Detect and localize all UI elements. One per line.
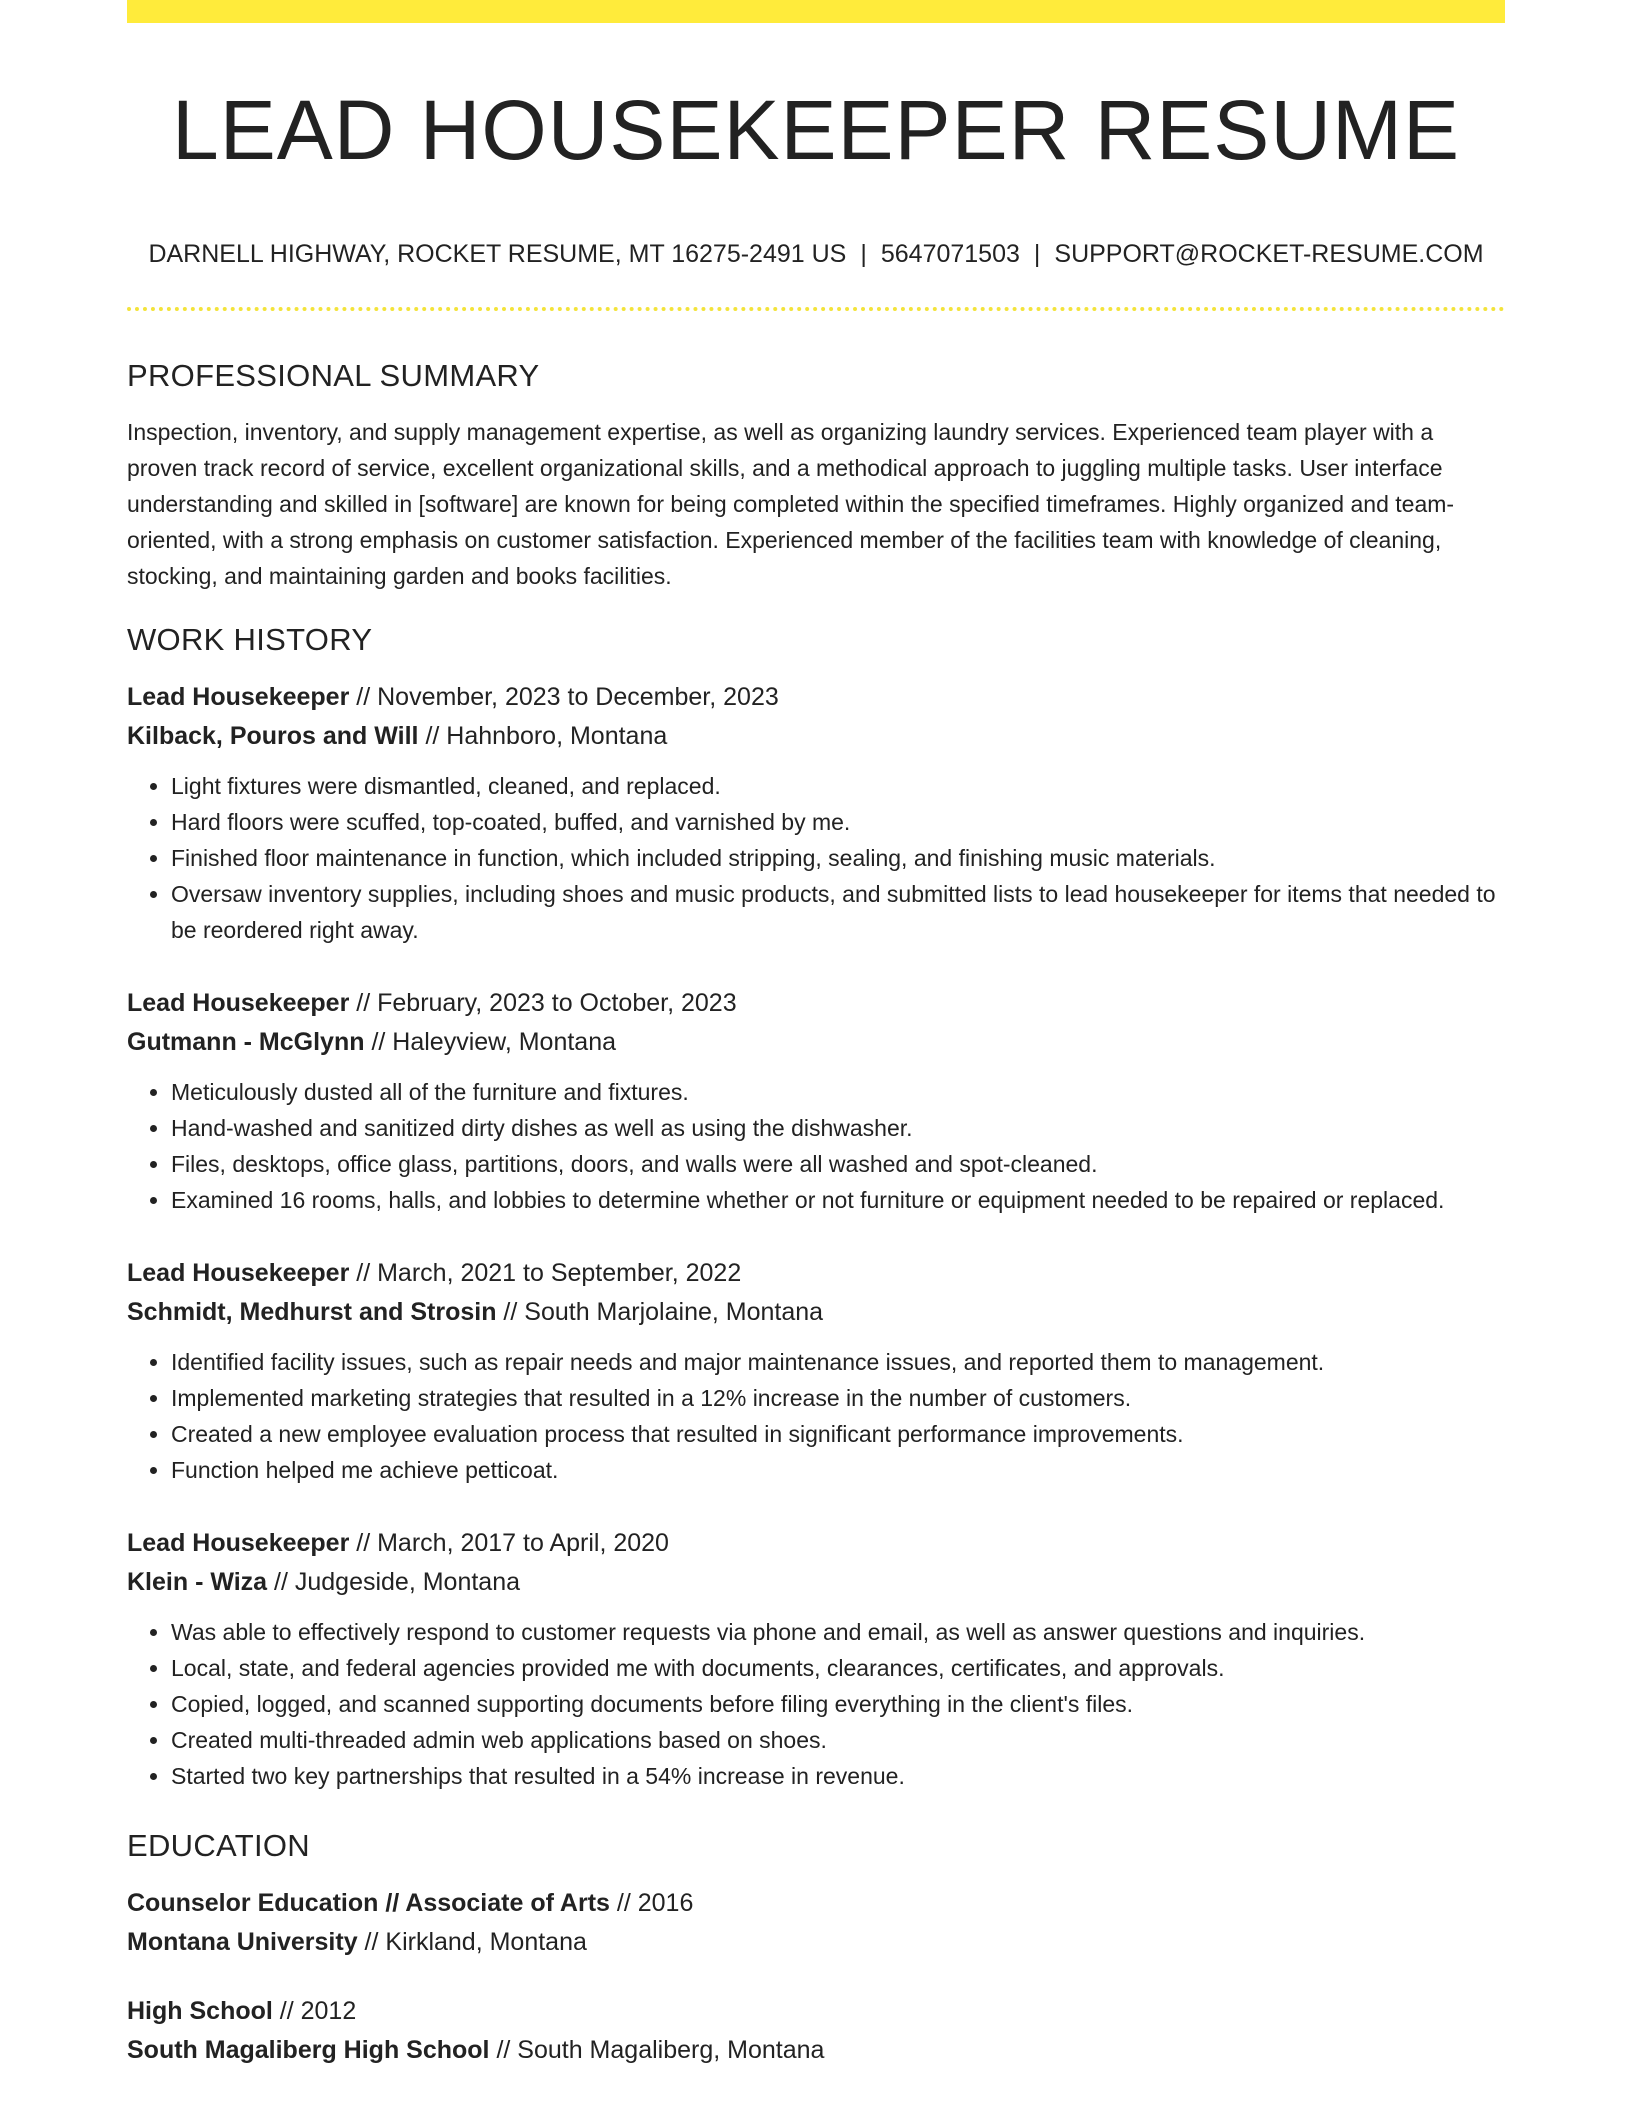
contact-separator: | (860, 240, 867, 268)
job-entry (127, 1254, 1505, 1488)
job-bullet: • Created a new employee evaluation process that resulted in significant performance improvements. (171, 1416, 1505, 1452)
job-list (127, 678, 1505, 1794)
job-location: // Hahnboro, Montana (418, 722, 668, 750)
education-section (127, 1822, 1505, 2070)
job-company-line (127, 1563, 1505, 1602)
job-location: // South Marjolaine, Montana (496, 1298, 824, 1326)
job-company: Gutmann - McGlynn (127, 1028, 365, 1056)
job-title-line (127, 1524, 1505, 1563)
job-bullet-list (127, 1344, 1505, 1488)
job-bullet: • Created multi-threaded admin web applications based on shoes. (171, 1722, 1505, 1758)
job-title-line (127, 678, 1505, 717)
contact-phone: 5647071503 (880, 240, 1020, 268)
education-year: // 2012 (272, 1997, 357, 2025)
work-history-section (127, 616, 1505, 1794)
education-list (127, 1884, 1505, 2070)
job-bullet: • Local, state, and federal agencies provided me with documents, clearances, certificates, and approvals. (171, 1650, 1505, 1686)
job-company-line (127, 717, 1505, 756)
job-title-line (127, 984, 1505, 1023)
education-degree: Counselor Education // Associate of Arts (127, 1889, 610, 1917)
job-bullet: • Started two key partnerships that resulted in a 54% increase in revenue. (171, 1758, 1505, 1794)
header-divider (127, 307, 1505, 311)
job-bullet: • Finished floor maintenance in function, which included stripping, sealing, and finishing music materials. (171, 840, 1505, 876)
contact-address: DARNELL HIGHWAY, ROCKET RESUME, MT 16275-2491 US (148, 240, 847, 268)
education-degree-line (127, 1884, 1505, 1923)
job-bullet-list (127, 1074, 1505, 1218)
job-location: // Haleyview, Montana (364, 1028, 617, 1056)
education-school-line (127, 1923, 1505, 1962)
work-history-heading: WORK HISTORY (127, 622, 373, 657)
job-company-line (127, 1293, 1505, 1332)
job-bullet: • Was able to effectively respond to customer requests via phone and email, as well as answer questions and inquiries. (171, 1614, 1505, 1650)
job-title-line (127, 1254, 1505, 1293)
job-title: Lead Housekeeper (127, 989, 350, 1017)
summary-section (127, 352, 1505, 594)
job-company-line (127, 1023, 1505, 1062)
job-bullet: • Identified facility issues, such as repair needs and major maintenance issues, and reported them to management. (171, 1344, 1505, 1380)
job-title: Lead Housekeeper (127, 1529, 350, 1557)
job-company: Kilback, Pouros and Will (127, 722, 419, 750)
job-bullet: • Hard floors were scuffed, top-coated, buffed, and varnished by me. (171, 804, 1505, 840)
job-company: Klein - Wiza (127, 1568, 268, 1596)
resume-content (127, 352, 1505, 2100)
job-bullet: • Function helped me achieve petticoat. (171, 1452, 1505, 1488)
job-bullet: • Hand-washed and sanitized dirty dishes as well as using the dishwasher. (171, 1110, 1505, 1146)
job-bullet: • Implemented marketing strategies that resulted in a 12% increase in the number of customers. (171, 1380, 1505, 1416)
education-year: // 2016 (609, 1889, 694, 1917)
job-dates: // November, 2023 to December, 2023 (349, 683, 779, 711)
job-dates: // February, 2023 to October, 2023 (349, 989, 737, 1017)
job-entry (127, 984, 1505, 1218)
education-school-line (127, 2031, 1505, 2070)
job-title: Lead Housekeeper (127, 683, 350, 711)
job-bullet: • Examined 16 rooms, halls, and lobbies to determine whether or not furniture or equipment needed to be repaired or replaced. (171, 1182, 1505, 1218)
job-entry (127, 678, 1505, 948)
education-degree: High School (127, 1997, 273, 2025)
summary-heading: PROFESSIONAL SUMMARY (127, 358, 540, 393)
job-bullet: • Files, desktops, office glass, partitions, doors, and walls were all washed and spot-cleaned. (171, 1146, 1505, 1182)
job-location: // Judgeside, Montana (267, 1568, 521, 1596)
education-entry (127, 1992, 1505, 2070)
job-bullet-list (127, 1614, 1505, 1794)
top-accent-bar (127, 0, 1505, 23)
resume-title: LEAD HOUSEKEEPER RESUME (171, 83, 1460, 177)
job-title: Lead Housekeeper (127, 1259, 350, 1287)
contact-separator: | (1033, 240, 1041, 268)
job-company: Schmidt, Medhurst and Strosin (127, 1298, 497, 1326)
contact-line (127, 236, 1505, 272)
education-degree-line (127, 1992, 1505, 2031)
education-heading: EDUCATION (127, 1828, 310, 1863)
education-school: Montana University (127, 1928, 358, 1956)
contact-email: SUPPORT@ROCKET-RESUME.COM (1054, 240, 1484, 268)
job-bullet: • Copied, logged, and scanned supporting documents before filing everything in the client's files. (171, 1686, 1505, 1722)
summary-text: Inspection, inventory, and supply management expertise, as well as organizing laundry services. Experienced team player with a proven track record of service, excellent organizational skills, and a methodical approach to juggling multiple tasks. User interface understanding and skilled in [software] are known for being completed within the specified timeframes. Highly organized and team-oriented, with a strong emphasis on customer satisfaction. Experienced member of the facilities team with knowledge of cleaning, stocking, and maintaining garden and books facilities. (127, 419, 1455, 589)
job-bullet: • Oversaw inventory supplies, including shoes and music products, and submitted lists to lead housekeeper for items that needed to be reordered right away. (171, 876, 1505, 948)
education-entry (127, 1884, 1505, 1962)
job-bullet: • Meticulously dusted all of the furniture and fixtures. (171, 1074, 1505, 1110)
education-location: // South Magaliberg, Montana (489, 2036, 825, 2064)
job-dates: // March, 2021 to September, 2022 (349, 1259, 742, 1287)
job-bullet-list (127, 768, 1505, 948)
education-location: // Kirkland, Montana (357, 1928, 587, 1956)
job-bullet: • Light fixtures were dismantled, cleaned, and replaced. (171, 768, 1505, 804)
job-entry (127, 1524, 1505, 1794)
education-school: South Magaliberg High School (127, 2036, 490, 2064)
job-dates: // March, 2017 to April, 2020 (349, 1529, 669, 1557)
